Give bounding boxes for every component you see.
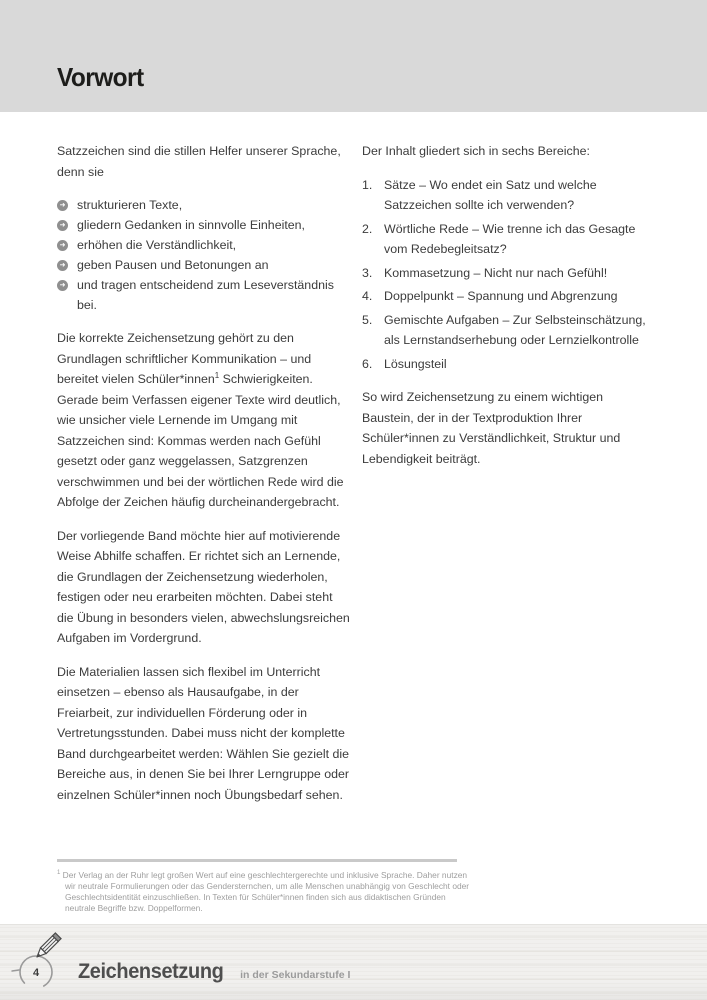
arrow-circle-icon: ➜ <box>57 240 68 251</box>
contents-item <box>362 354 655 375</box>
arrow-circle-icon: ➜ <box>57 280 68 291</box>
item-text: Doppelpunkt – Spannung und Abgrenzung <box>384 289 618 303</box>
footnote-divider <box>57 859 457 862</box>
bullet-text: und tragen entscheidend zum Leseverständnis bei. <box>77 278 334 312</box>
contents-item <box>362 263 655 284</box>
item-text: Kommasetzung – Nicht nur nach Gefühl! <box>384 265 608 280</box>
right-column <box>362 141 655 818</box>
bullet-item <box>57 235 352 255</box>
page-number: 4 <box>32 967 40 979</box>
item-text: Sätze – Wo endet ein Satz und welche Satzzeichen sollte ich verwenden? <box>384 177 597 212</box>
bullet-item <box>57 195 352 215</box>
footnote-block <box>57 859 477 914</box>
contents-list <box>362 175 655 375</box>
page-title: Vorwort <box>57 62 144 92</box>
item-number: 4. <box>362 289 373 303</box>
footnote-reference: 1 <box>214 370 220 380</box>
item-number: 5. <box>362 312 373 327</box>
bullet-text: gliedern Gedanken in sinnvolle Einheiten, <box>77 218 306 232</box>
left-column <box>57 141 352 818</box>
bullet-text: strukturieren Texte, <box>77 198 183 212</box>
page-number-circle <box>12 956 52 988</box>
item-text: Gemischte Aufgaben – Zur Selbsteinschätzung, als Lernstandserhebung oder Lernzielkontrolle <box>384 312 646 347</box>
paragraph-text: Die korrekte Zeichensetzung gehört zu den Grundlagen schriftlicher Kommunikation – und bereitet vielen Schüler*innen <box>57 331 312 386</box>
closing-paragraph: So wird Zeichensetzung zu einem wichtigen Baustein, der in der Textproduktion Ihrer Schüler*innen zu Verständlichkeit, Struktur und Lebendigkeit beiträgt. <box>362 390 621 466</box>
bullet-item <box>57 275 352 315</box>
preface-content <box>57 141 655 818</box>
footer-series <box>78 960 350 984</box>
bullet-item <box>57 215 352 235</box>
body-paragraph: Der vorliegende Band möchte hier auf motivierende Weise Abhilfe schaffen. Er richtet sich an Lernende, die Grundlagen der Zeichensetzung wiederholen, festigen oder neu erarbeiten möchten. Dabei steht die Übung in besonders vielen, abwechslungsreichen Aufgaben im Vordergrund. <box>57 528 350 645</box>
contents-item <box>362 286 655 307</box>
contents-intro: Der Inhalt gliedert sich in sechs Bereiche: <box>362 144 590 158</box>
bullet-text: geben Pausen und Betonungen an <box>77 258 269 272</box>
item-number: 1. <box>362 177 373 192</box>
footer-series-subtitle: in der Sekundarstufe I <box>240 969 351 981</box>
item-number: 6. <box>362 356 373 371</box>
bullet-item <box>57 255 352 275</box>
body-paragraph: Die Materialien lassen sich flexibel im Unterricht einsetzen – ebenso als Hausaufgabe, in der Freiarbeit, zur individuellen Förderung oder in Vertretungsstunden. Dabei muss nicht der komplette Band durchgearbeitet werden: Wählen Sie gezielt die Bereiche aus, in denen Sie bei Ihrer Lerngruppe oder einzelnen Schüler*innen noch Übungsbedarf sehen. <box>57 664 350 802</box>
bullet-list <box>57 195 352 315</box>
body-paragraph <box>57 328 352 513</box>
arrow-circle-icon: ➜ <box>57 220 68 231</box>
item-text: Lösungsteil <box>384 356 447 371</box>
footer-bar <box>0 924 707 1000</box>
paragraph-text: Schwierigkeiten. Gerade beim Verfassen eigener Texte wird deutlich, wie unsicher viele Lernende im Umgang mit Satzzeichen sind: Kommas werden nach Gefühl gesetzt oder ganz weggelassen, Satzgrenzen verschwimmen und bei der wörtlichen Rede wird die Abfolge der Zeichen häufig durcheinandergebracht. <box>57 372 344 509</box>
item-number: 3. <box>362 265 373 280</box>
pencil-icon <box>34 933 61 960</box>
footer-series-title: Zeichensetzung <box>78 960 224 983</box>
footnote <box>57 870 477 914</box>
arrow-circle-icon: ➜ <box>57 200 68 211</box>
contents-item <box>362 219 655 260</box>
intro-paragraph: Satzzeichen sind die stillen Helfer unserer Sprache, denn sie <box>57 144 341 179</box>
contents-item <box>362 310 655 351</box>
header-band <box>0 0 707 112</box>
arrow-circle-icon: ➜ <box>57 260 68 271</box>
contents-item <box>362 175 655 216</box>
footnote-text: Der Verlag an der Ruhr legt großen Wert auf eine geschlechtergerechte und inklusive Sprache. Daher nutzen wir neutrale Formulierungen oder das Gendersternchen, um alle Menschen unabhängig von Geschlecht oder Geschlechtsidentität einzuschließen. In Texten für Schüler*innen finden sich aus didaktischen Gründen neutrale Begriffe bzw. Doppelformen. <box>62 870 470 913</box>
bullet-text: erhöhen die Verständlichkeit, <box>77 238 237 252</box>
footnote-marker: 1 <box>57 870 61 877</box>
item-text: Wörtliche Rede – Wie trenne ich das Gesagte vom Redebegleitsatz? <box>384 221 636 256</box>
item-number: 2. <box>362 221 373 236</box>
pencil-page-badge <box>10 927 82 999</box>
